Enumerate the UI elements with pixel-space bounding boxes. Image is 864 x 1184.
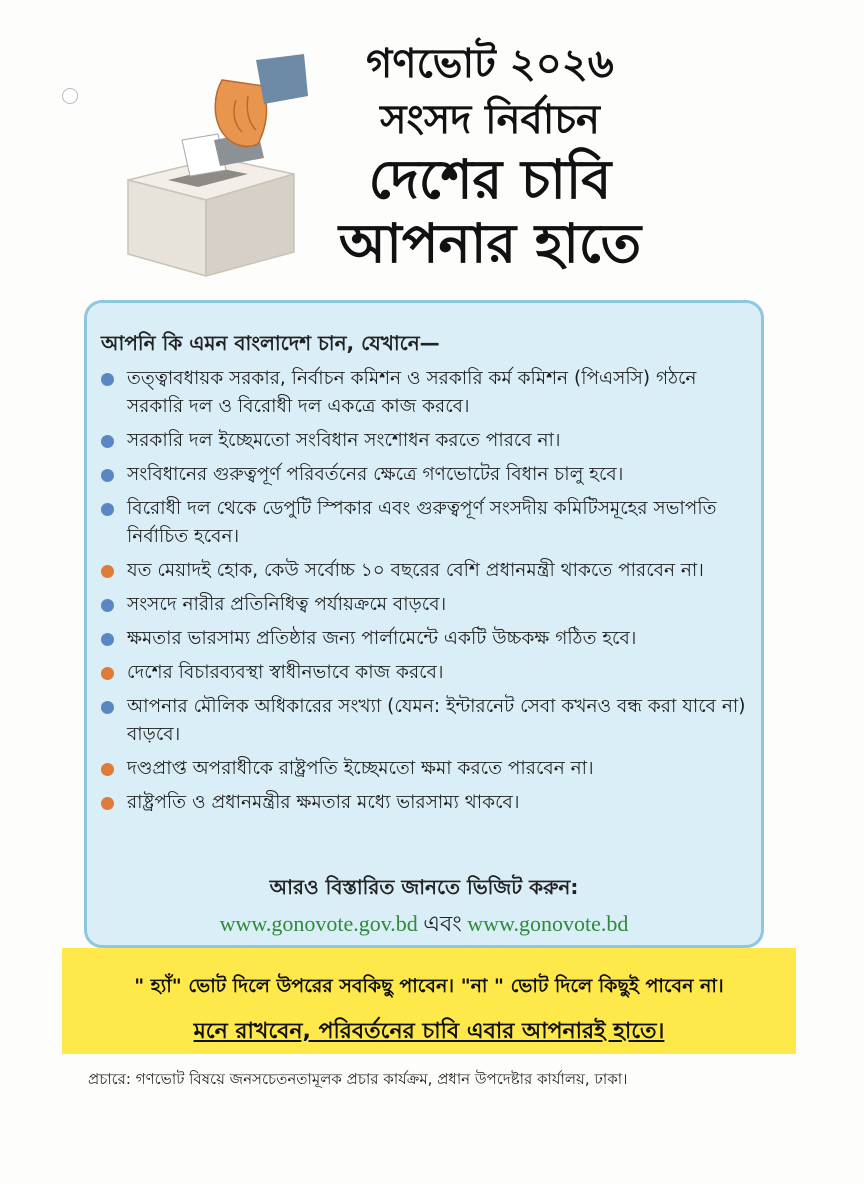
question-heading: আপনি কি এমন বাংলাদেশ চান, যেখানে— <box>101 331 440 355</box>
reform-point-text: সংবিধানের গুরুত্বপূর্ণ পরিবর্তনের ক্ষেত্রে গণভোটের বিধান চালু হবে। <box>127 464 624 485</box>
headline-key: দেশের চাবি <box>368 148 612 211</box>
reform-point-text: যত মেয়াদই হোক, কেউ সর্বোচ্চ ১০ বছরের বেশি প্রধানমন্ত্রী থাকতে পারবেন না। <box>127 560 704 581</box>
reform-point <box>99 427 749 455</box>
reform-point <box>99 495 749 551</box>
reform-point-text: বিরোধী দল থেকে ডেপুটি স্পিকার এবং গুরুত্বপূর্ণ সংসদীয় কমিটিসমূহের সভাপতি নির্বাচিত হবেন। <box>127 498 717 547</box>
bullet-dot-icon <box>101 503 114 516</box>
reform-point <box>99 755 749 783</box>
reform-point <box>99 591 749 619</box>
bullet-dot-icon <box>101 469 114 482</box>
website-link-govbd[interactable]: www.gonovote.gov.bd <box>219 911 418 936</box>
info-panel <box>84 300 764 948</box>
website-link-bd[interactable]: www.gonovote.bd <box>467 911 629 936</box>
bullet-dot-icon <box>101 633 114 646</box>
reform-point-text: সরকারি দল ইচ্ছেমতো সংবিধান সংশোধন করতে পারবে না। <box>127 430 561 451</box>
punch-hole <box>62 88 78 104</box>
link-joiner: এবং <box>423 911 462 936</box>
bullet-dot-icon <box>101 667 114 680</box>
reform-point <box>99 693 749 749</box>
reform-point-text: তত্ত্বাবধায়ক সরকার, নির্বাচন কমিশন ও সরকারি কর্ম কমিশন (পিএসসি) গঠনে সরকারি দল ও বিরোধী দল একত্রে কাজ করবে। <box>127 368 697 417</box>
bullet-dot-icon <box>101 373 114 386</box>
reform-point-text: আপনার মৌলিক অধিকারের সংখ্যা (যেমন: ইন্টারনেট সেবা কখনও বন্ধ করা যাবে না) বাড়বে। <box>127 696 746 745</box>
reform-points-list <box>99 365 749 823</box>
reform-point-text: ক্ষমতার ভারসাম্য প্রতিষ্ঠার জন্য পার্লামেন্টে একটি উচ্চকক্ষ গঠিত হবে। <box>127 628 637 649</box>
bullet-dot-icon <box>101 797 114 810</box>
campaign-footer: প্রচারে: গণভোট বিষয়ে জনসচেতনতামূলক প্রচার কার্যক্রম, প্রধান উপদেষ্টার কার্যালয়, ঢাকা। <box>88 1070 628 1088</box>
reform-point-text: রাষ্ট্রপতি ও প্রধানমন্ত্রীর ক্ষমতার মধ্যে ভারসাম্য থাকবে। <box>127 792 520 813</box>
bullet-dot-icon <box>101 565 114 578</box>
reform-point <box>99 659 749 687</box>
headline-election: সংসদ নির্বাচন <box>380 97 600 143</box>
website-links <box>87 907 761 944</box>
bullet-dot-icon <box>101 763 114 776</box>
headline <box>320 36 660 276</box>
reform-point <box>99 365 749 421</box>
reform-point <box>99 461 749 489</box>
reform-point <box>99 557 749 585</box>
reform-point-text: দণ্ডপ্রাপ্ত অপরাধীকে রাষ্ট্রপতি ইচ্ছেমতো ক্ষমা করতে পারবেন না। <box>127 758 594 779</box>
ballot-box-hand-icon <box>118 40 308 280</box>
reform-point-text: দেশের বিচারব্যবস্থা স্বাধীনভাবে কাজ করবে। <box>127 662 444 683</box>
vote-banner <box>62 948 796 1054</box>
headline-hands: আপনার হাতে <box>338 212 642 275</box>
reform-point <box>99 789 749 817</box>
more-info-text: আরও বিস্তারিত জানতে ভিজিট করুন: <box>269 875 579 899</box>
remember-text: মনে রাখবেন, পরিবর্তনের চাবি এবার আপনারই হাতে। <box>193 1019 665 1044</box>
reform-point-text: সংসদে নারীর প্রতিনিধিত্ব পর্যায়ক্রমে বাড়বে। <box>127 594 447 615</box>
headline-referendum: গণভোট ২০২৬ <box>366 41 614 87</box>
bullet-dot-icon <box>101 435 114 448</box>
bullet-dot-icon <box>101 701 114 714</box>
yes-no-message: " হ্যাঁ" ভোট দিলে উপরের সবকিছু পাবেন। "না " ভোট দিলে কিছুই পাবেন না। <box>134 975 724 997</box>
bullet-dot-icon <box>101 599 114 612</box>
remember-message <box>62 1014 796 1051</box>
reform-point <box>99 625 749 653</box>
